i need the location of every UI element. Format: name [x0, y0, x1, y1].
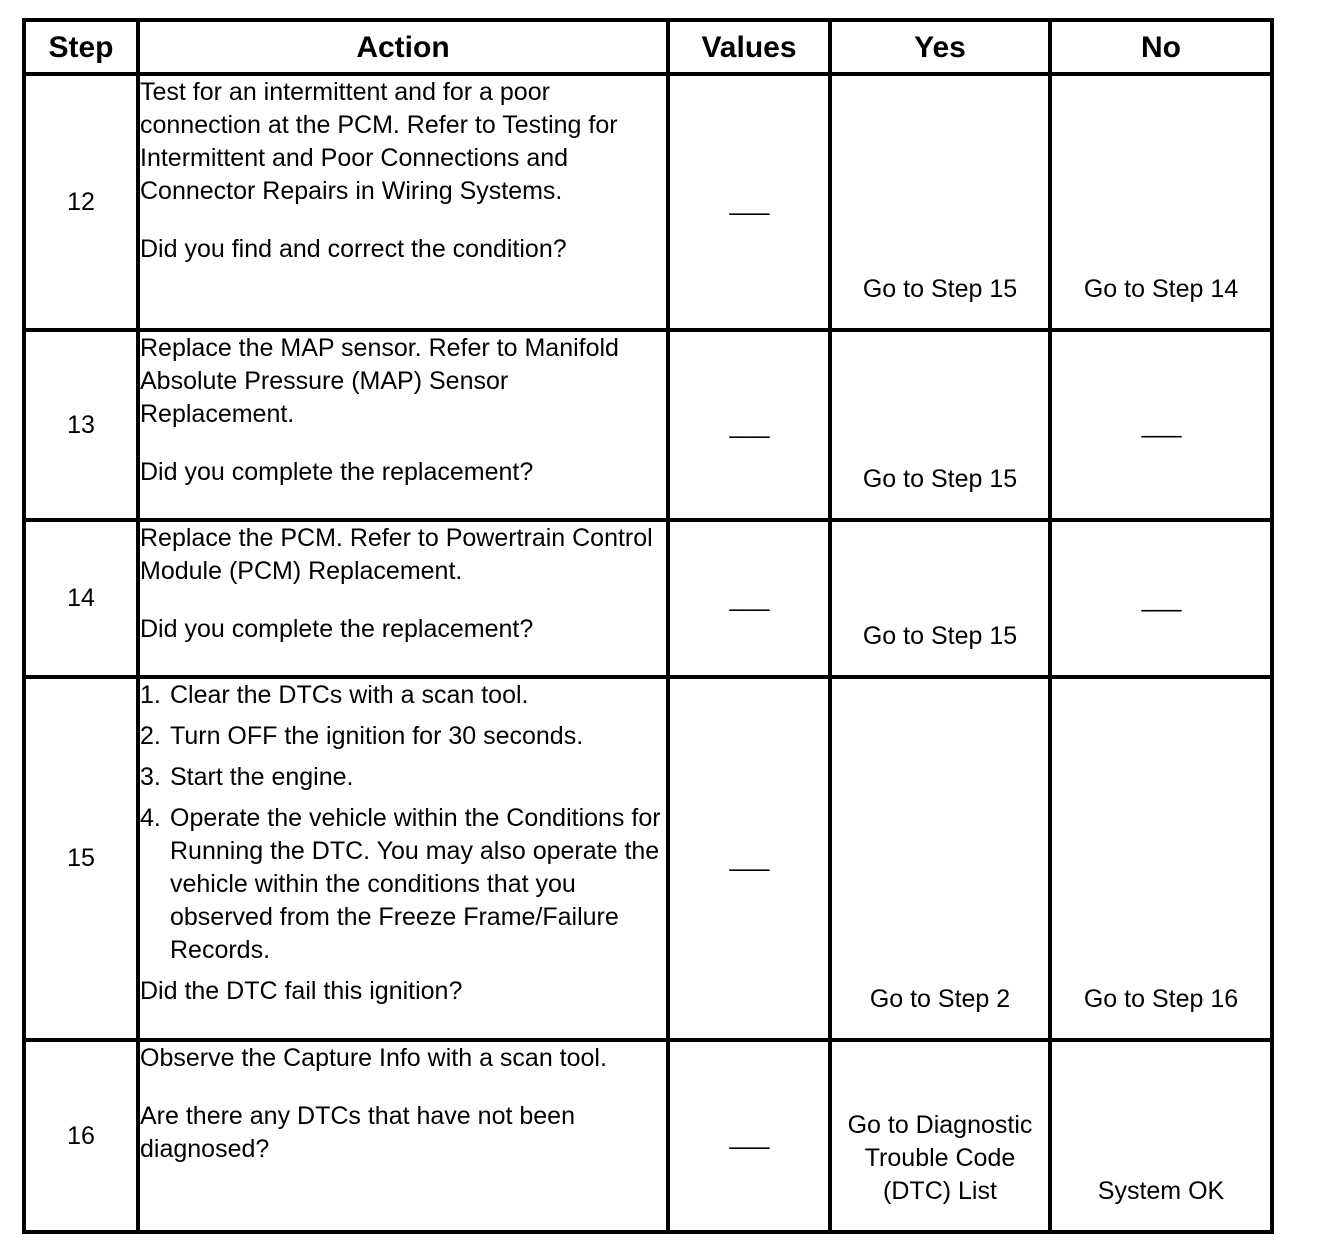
- step-number: 13: [24, 330, 138, 520]
- no-cell: [1050, 520, 1272, 677]
- action-text: Observe the Capture Info with a scan tool.: [140, 1044, 607, 1072]
- header-action: Action: [138, 20, 668, 74]
- yes-cell: [830, 74, 1050, 330]
- action-text: Replace the PCM. Refer to Powertrain Control Module (PCM) Replacement.: [140, 524, 653, 585]
- substep-text: Turn OFF the ignition for 30 seconds.: [170, 722, 584, 750]
- header-yes: Yes: [830, 20, 1050, 74]
- values-cell: [668, 1040, 830, 1232]
- substep-text: Operate the vehicle within the Conditions for Running the DTC. You may also operate the vehicle within the conditions that you observed from the Freeze Frame/Failure Records.: [170, 804, 661, 964]
- list-item: [140, 761, 666, 794]
- action-cell: [138, 1040, 668, 1232]
- action-text: Test for an intermittent and for a poor connection at the PCM. Refer to Testing for Intermittent and Poor Connections and Connector Repairs in Wiring Systems.: [140, 78, 618, 205]
- action-question: Did the DTC fail this ignition?: [140, 977, 463, 1005]
- action-question: Did you complete the replacement?: [140, 458, 534, 486]
- list-item: [140, 720, 666, 753]
- header-values: Values: [668, 20, 830, 74]
- step-number: 16: [24, 1040, 138, 1232]
- step-number: 14: [24, 520, 138, 677]
- no-outcome: System OK: [1097, 1177, 1225, 1205]
- substep-number: 4.: [140, 804, 161, 832]
- list-item: [140, 679, 666, 712]
- table-row: [24, 74, 1272, 330]
- values-text: ___: [729, 844, 769, 872]
- no-outcome: Go to Step 14: [1083, 275, 1239, 303]
- table-row: [24, 330, 1272, 520]
- header-row: [24, 20, 1272, 74]
- values-cell: [668, 74, 830, 330]
- no-cell: [1050, 330, 1272, 520]
- values-cell: [668, 330, 830, 520]
- substep-number: 1.: [140, 681, 161, 709]
- step-number: 12: [24, 74, 138, 330]
- substep-number: 2.: [140, 722, 161, 750]
- no-cell: [1050, 1040, 1272, 1232]
- diagnostic-table: [22, 18, 1274, 1234]
- action-question: Are there any DTCs that have not been diagnosed?: [140, 1102, 575, 1163]
- step-number: 15: [24, 677, 138, 1040]
- diagnostic-table-container: [22, 18, 1270, 1226]
- values-text: ___: [729, 1121, 769, 1150]
- action-text: Replace the MAP sensor. Refer to Manifold Absolute Pressure (MAP) Sensor Replacement.: [140, 334, 619, 428]
- no-cell: [1050, 74, 1272, 330]
- values-text: ___: [729, 410, 769, 439]
- list-item: [140, 802, 666, 967]
- yes-outcome: Go to Step 15: [862, 465, 1018, 493]
- action-question: Did you find and correct the condition?: [140, 235, 567, 263]
- action-cell: [138, 330, 668, 520]
- yes-outcome: Go to Step 15: [862, 622, 1018, 650]
- table-row: [24, 520, 1272, 677]
- no-outcome: ___: [1141, 410, 1181, 439]
- action-cell: [138, 74, 668, 330]
- substep-text: Start the engine.: [170, 763, 354, 791]
- yes-outcome: Go to Step 15: [862, 275, 1018, 303]
- no-outcome: Go to Step 16: [1083, 985, 1239, 1013]
- table-row: [24, 677, 1272, 1040]
- header-step: Step: [24, 20, 138, 74]
- substep-text: Clear the DTCs with a scan tool.: [170, 681, 529, 709]
- no-outcome: ___: [1141, 584, 1181, 612]
- yes-outcome: Go to Diagnostic Trouble Code (DTC) List: [847, 1111, 1033, 1205]
- action-cell: [138, 677, 668, 1040]
- yes-cell: [830, 520, 1050, 677]
- no-cell: [1050, 677, 1272, 1040]
- yes-cell: [830, 330, 1050, 520]
- header-no: No: [1050, 20, 1272, 74]
- substep-number: 3.: [140, 763, 161, 791]
- yes-cell: [830, 1040, 1050, 1232]
- table-row: [24, 1040, 1272, 1232]
- values-text: ___: [729, 187, 769, 216]
- action-question: Did you complete the replacement?: [140, 615, 534, 643]
- action-cell: [138, 520, 668, 677]
- values-cell: [668, 677, 830, 1040]
- yes-cell: [830, 677, 1050, 1040]
- yes-outcome: Go to Step 2: [869, 985, 1011, 1013]
- values-cell: [668, 520, 830, 677]
- values-text: ___: [729, 584, 769, 612]
- substep-list: [140, 679, 666, 967]
